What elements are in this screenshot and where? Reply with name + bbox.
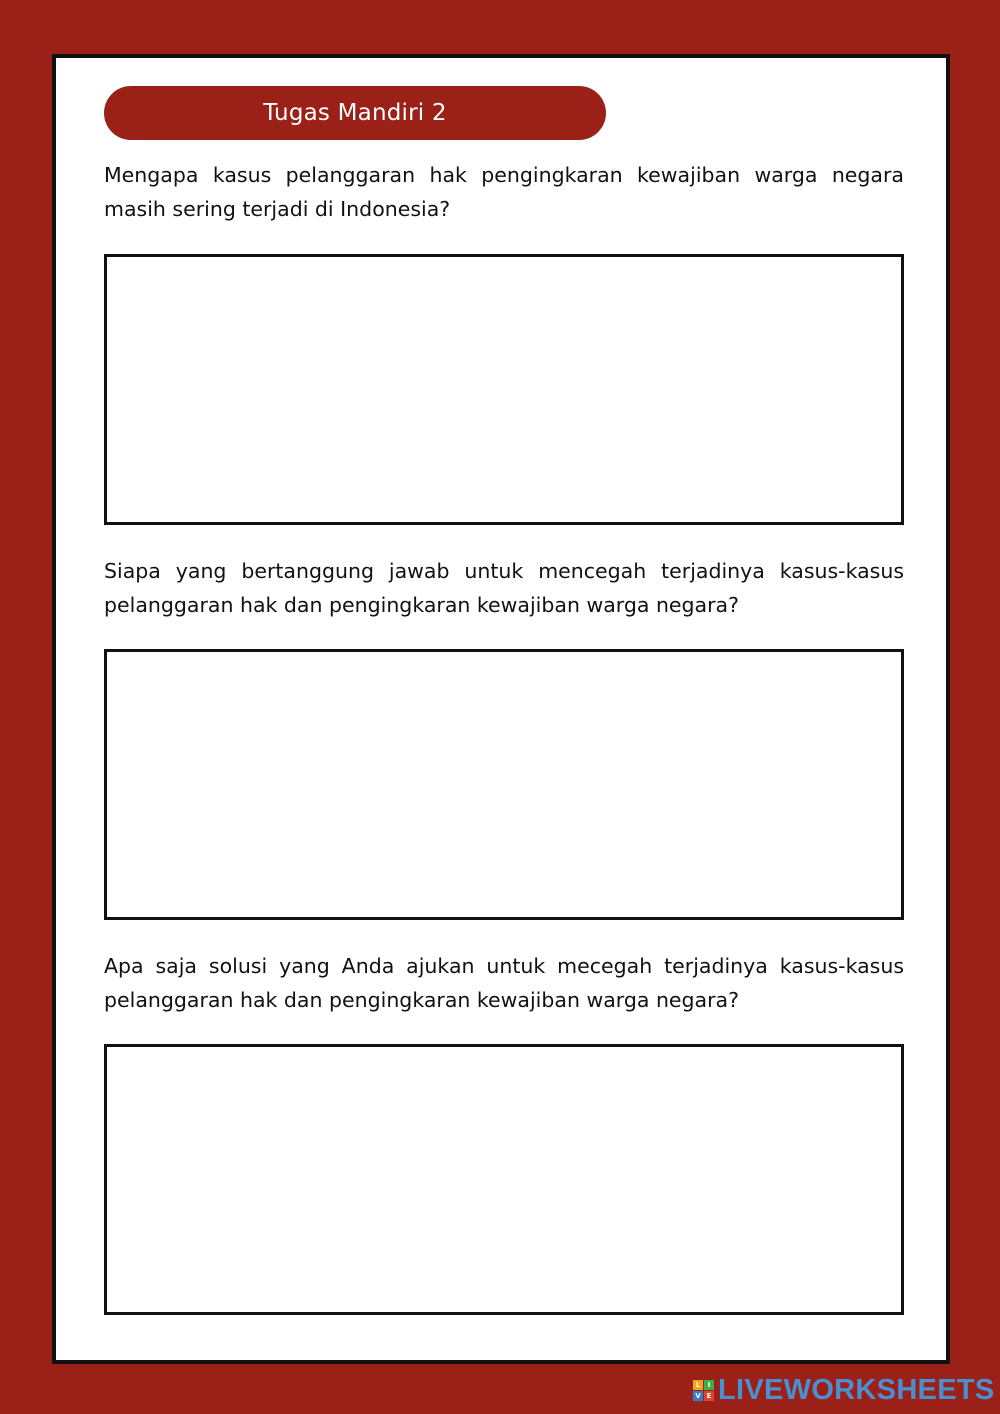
answer-box-3[interactable]	[104, 1044, 904, 1315]
logo-letter-e: E	[704, 1391, 714, 1401]
question-3-text: Apa saja solusi yang Anda ajukan untuk mecegah terjadinya kasus-kasus pelanggaran hak dan pengingkaran kewajiban warga negara?	[104, 954, 904, 1012]
liveworksheets-watermark	[693, 1374, 995, 1406]
question-2-text: Siapa yang bertanggung jawab untuk mencegah terjadinya kasus-kasus pelanggaran hak dan pengingkaran kewajiban warga negara?	[104, 559, 904, 617]
worksheet-title: Tugas Mandiri 2	[104, 86, 606, 140]
worksheet-page	[52, 54, 950, 1364]
answer-box-2[interactable]	[104, 649, 904, 920]
logo-letter-i: I	[704, 1380, 714, 1390]
question-1-text: Mengapa kasus pelanggaran hak pengingkaran kewajiban warga negara masih sering terjadi di Indonesia?	[104, 163, 904, 221]
logo-letter-v: V	[693, 1391, 703, 1401]
liveworksheets-logo-icon	[693, 1380, 714, 1401]
answer-box-1[interactable]	[104, 254, 904, 525]
logo-letter-l: L	[693, 1380, 703, 1390]
watermark-text: LIVEWORKSHEETS	[718, 1373, 995, 1406]
